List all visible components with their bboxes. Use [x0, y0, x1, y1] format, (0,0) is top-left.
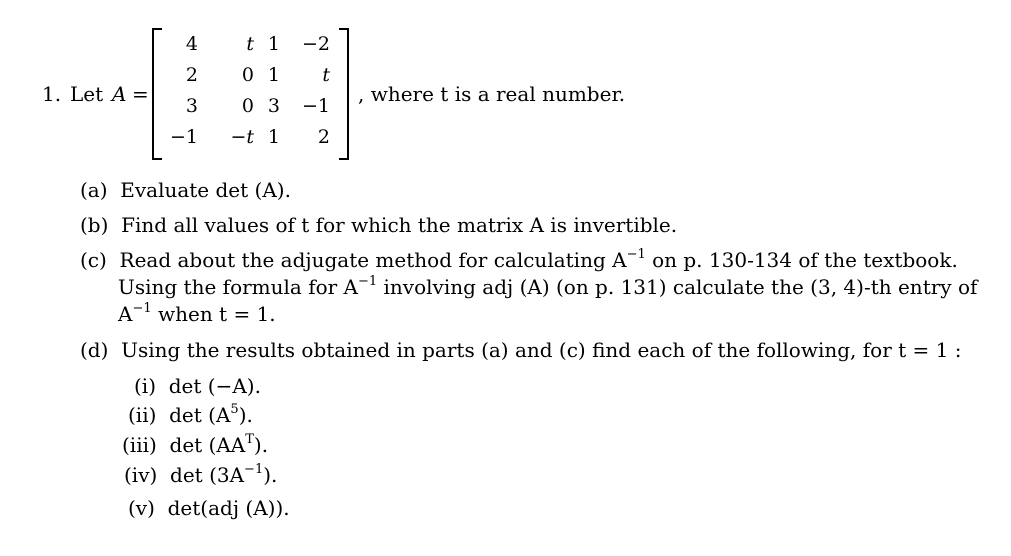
matrix-name: A [112, 82, 127, 106]
part-label: (c) [80, 248, 107, 272]
matrix-a [152, 28, 349, 160]
matrix-cell: 1 [267, 126, 280, 148]
subpart-iii [122, 433, 268, 457]
part-label: (d) [80, 338, 109, 362]
matrix-cell: −2 [301, 33, 330, 55]
problem-number: 1. [42, 82, 62, 106]
superscript: −1 [626, 247, 646, 262]
matrix-cell: −1 [301, 95, 330, 117]
matrix-cell: 0 [241, 64, 254, 86]
matrix-cell: t [246, 33, 254, 55]
matrix-cell: 0 [241, 95, 254, 117]
part-text: on p. 130-134 of the textbook. [652, 248, 958, 272]
subpart-label: (v) [128, 496, 155, 520]
subpart-text: ). [238, 403, 253, 427]
superscript: −1 [358, 274, 378, 289]
subpart-label: (i) [134, 374, 157, 398]
matrix-suffix: , where t is a real number. [358, 82, 626, 106]
subpart-label: (iv) [124, 463, 158, 487]
part-text: when t = 1. [157, 302, 276, 326]
subpart-text: det (A [169, 403, 231, 427]
part-c-line-2 [118, 275, 977, 299]
superscript: −1 [244, 462, 264, 477]
matrix-cell: 2 [185, 64, 198, 86]
subpart-text: det (−A). [168, 374, 261, 398]
superscript: 5 [230, 402, 239, 417]
part-text: Evaluate det (A). [120, 178, 291, 202]
subpart-text: det (3A [170, 463, 245, 487]
matrix-cell: −1 [169, 126, 198, 148]
part-text: Using the results obtained in parts (a) and (c) find each of the following, for t = 1 : [121, 338, 962, 362]
subpart-label: (ii) [128, 403, 157, 427]
subpart-v [128, 496, 290, 520]
matrix-cell: −t [230, 126, 254, 148]
part-text: Find all values of t for which the matrix A is invertible. [121, 213, 678, 237]
subpart-iv [124, 463, 277, 487]
part-b [80, 213, 677, 237]
matrix-cell: 2 [317, 126, 330, 148]
superscript: −1 [132, 301, 152, 316]
matrix-cell: 1 [267, 33, 280, 55]
part-d [80, 338, 961, 362]
matrix-cell: 3 [185, 95, 198, 117]
subpart-label: (iii) [122, 433, 157, 457]
part-text: Read about the adjugate method for calculating A [119, 248, 627, 272]
matrix-right-bracket [339, 28, 349, 160]
matrix-cell: 4 [185, 33, 198, 55]
subpart-i [134, 374, 261, 398]
superscript: T [245, 432, 254, 447]
subpart-text: det (AA [169, 433, 246, 457]
part-text: A [118, 302, 133, 326]
part-c-line-3 [118, 302, 276, 326]
subpart-ii [128, 403, 253, 427]
part-text: involving adj (A) (on p. 131) calculate the (3, 4)-th entry of [383, 275, 978, 299]
subpart-text: det(adj (A)). [167, 496, 290, 520]
matrix-cell: 3 [267, 95, 280, 117]
part-c-line-1 [80, 248, 958, 272]
subpart-text: ). [263, 463, 278, 487]
matrix-cell: 1 [267, 64, 280, 86]
equals-sign: = [132, 82, 149, 106]
part-label: (b) [80, 213, 109, 237]
let-text: Let [70, 82, 104, 106]
matrix-cell: t [322, 64, 330, 86]
part-label: (a) [80, 178, 108, 202]
part-text: Using the formula for A [118, 275, 358, 299]
part-a [80, 178, 291, 202]
subpart-text: ). [253, 433, 269, 457]
